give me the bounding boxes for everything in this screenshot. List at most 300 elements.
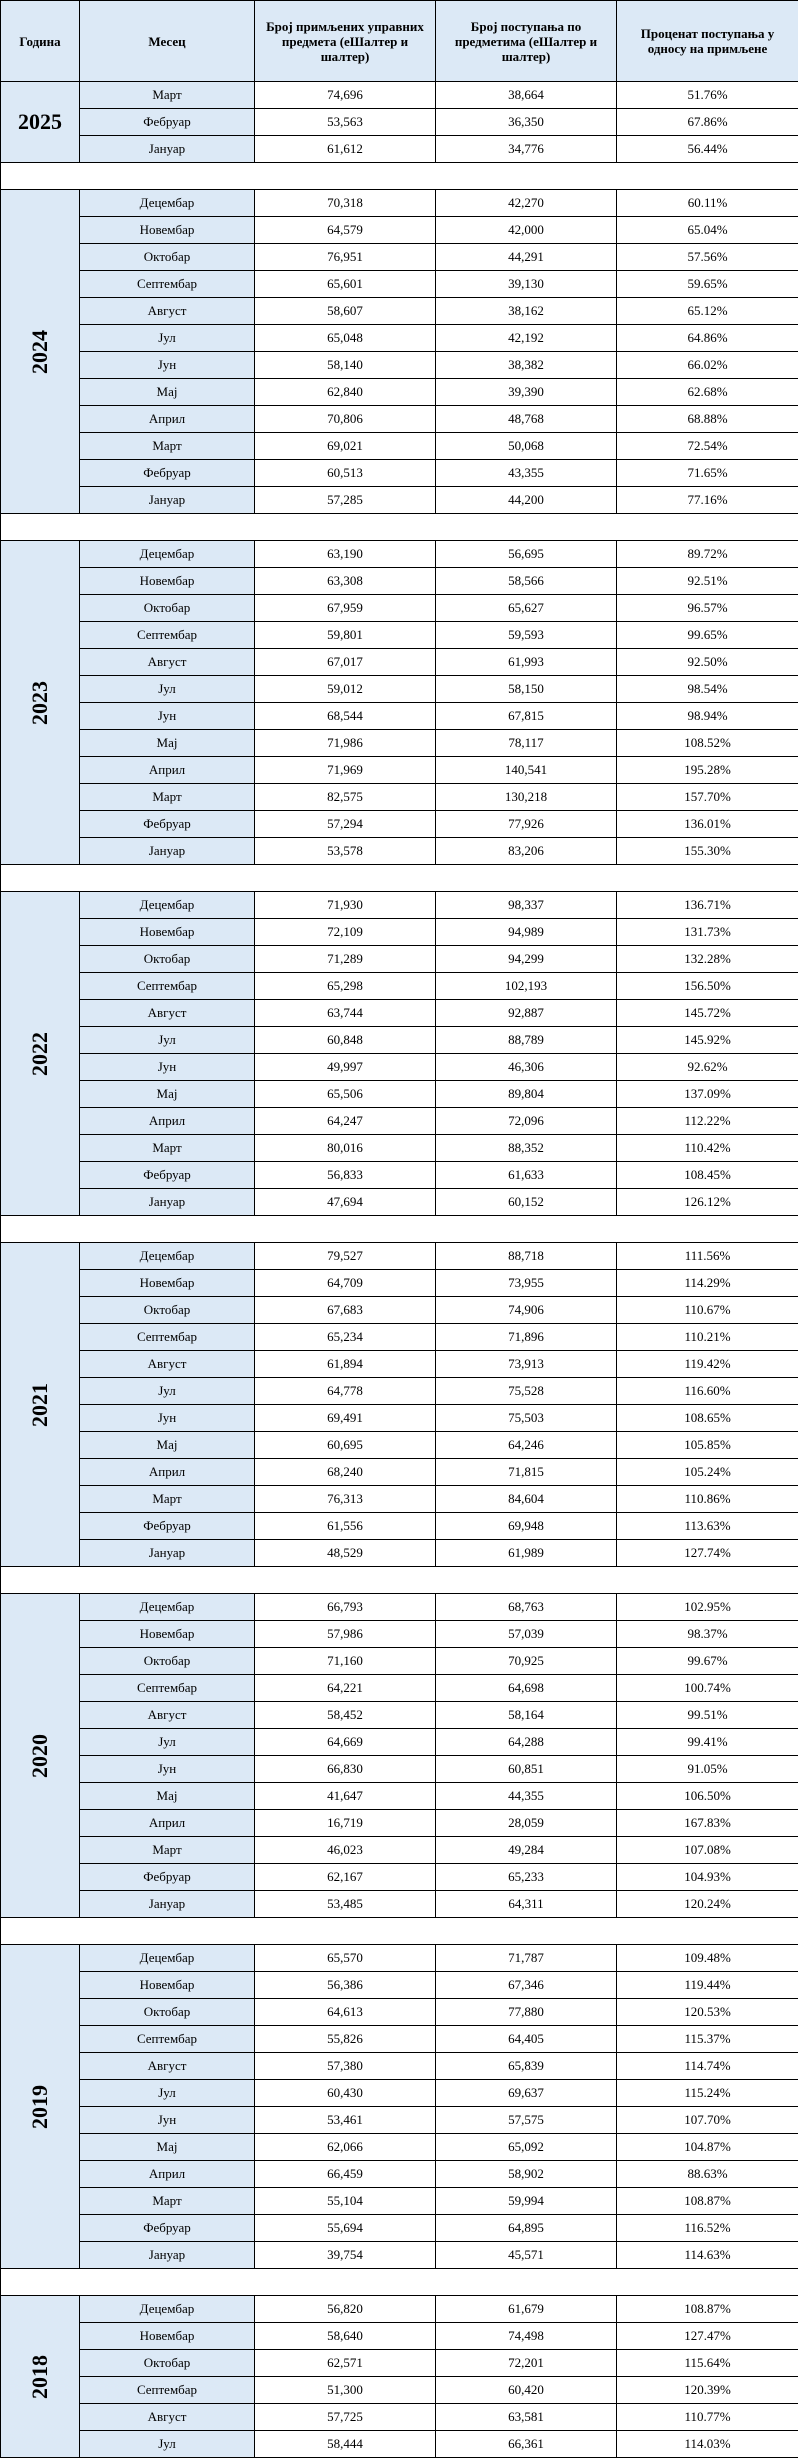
table-row	[1, 1324, 798, 1351]
table-row	[1, 703, 798, 730]
table-row	[1, 1243, 798, 1270]
month-cell: Децембар	[80, 892, 255, 919]
percent-cell: 131.73%	[617, 919, 798, 946]
year-separator	[1, 1567, 798, 1594]
processed-cell: 77,926	[436, 811, 617, 838]
month-cell: Април	[80, 1459, 255, 1486]
percent-cell: 59.65%	[617, 271, 798, 298]
processed-cell: 60,851	[436, 1756, 617, 1783]
table-row	[1, 2053, 798, 2080]
processed-cell: 49,284	[436, 1837, 617, 1864]
table-row	[1, 2431, 798, 2458]
table-row	[1, 109, 798, 136]
received-cell: 67,017	[255, 649, 436, 676]
header-percent: Проценат поступања у односу на примљене	[617, 1, 798, 82]
table-row	[1, 2188, 798, 2215]
processed-cell: 102,193	[436, 973, 617, 1000]
processed-cell: 84,604	[436, 1486, 617, 1513]
month-cell: Октобар	[80, 595, 255, 622]
percent-cell: 136.71%	[617, 892, 798, 919]
processed-cell: 70,925	[436, 1648, 617, 1675]
month-cell: Март	[80, 433, 255, 460]
year-label: 2019	[33, 2085, 47, 2129]
table-row	[1, 325, 798, 352]
received-cell: 46,023	[255, 1837, 436, 1864]
table-row	[1, 2134, 798, 2161]
processed-cell: 71,896	[436, 1324, 617, 1351]
percent-cell: 110.67%	[617, 1297, 798, 1324]
table-row	[1, 730, 798, 757]
received-cell: 41,647	[255, 1783, 436, 1810]
percent-cell: 92.62%	[617, 1054, 798, 1081]
month-cell: Децембар	[80, 2296, 255, 2323]
table-row	[1, 1972, 798, 1999]
received-cell: 67,683	[255, 1297, 436, 1324]
month-cell: Октобар	[80, 946, 255, 973]
processed-cell: 38,664	[436, 82, 617, 109]
percent-cell: 96.57%	[617, 595, 798, 622]
table-row	[1, 892, 798, 919]
table-row	[1, 676, 798, 703]
percent-cell: 114.29%	[617, 1270, 798, 1297]
received-cell: 66,793	[255, 1594, 436, 1621]
table-row	[1, 1675, 798, 1702]
month-cell: Новембар	[80, 568, 255, 595]
percent-cell: 126.12%	[617, 1189, 798, 1216]
processed-cell: 34,776	[436, 136, 617, 163]
table-row	[1, 1405, 798, 1432]
month-cell: Март	[80, 784, 255, 811]
processed-cell: 36,350	[436, 109, 617, 136]
percent-cell: 66.02%	[617, 352, 798, 379]
month-cell: Децембар	[80, 190, 255, 217]
processed-cell: 88,789	[436, 1027, 617, 1054]
percent-cell: 119.44%	[617, 1972, 798, 1999]
table-row	[1, 1270, 798, 1297]
year-cell	[1, 892, 80, 1216]
percent-cell: 99.51%	[617, 1702, 798, 1729]
year-label: 2020	[33, 1734, 47, 1778]
processed-cell: 88,352	[436, 1135, 617, 1162]
percent-cell: 136.01%	[617, 811, 798, 838]
received-cell: 62,840	[255, 379, 436, 406]
year-separator	[1, 163, 798, 190]
processed-cell: 75,503	[436, 1405, 617, 1432]
received-cell: 60,695	[255, 1432, 436, 1459]
month-cell: Мај	[80, 730, 255, 757]
received-cell: 65,298	[255, 973, 436, 1000]
table-row	[1, 811, 798, 838]
month-cell: Јул	[80, 1027, 255, 1054]
table-row	[1, 1837, 798, 1864]
table-row	[1, 1027, 798, 1054]
year-label: 2021	[33, 1383, 47, 1427]
processed-cell: 71,787	[436, 1945, 617, 1972]
processed-cell: 59,994	[436, 2188, 617, 2215]
percent-cell: 89.72%	[617, 541, 798, 568]
header-received: Број примљених управних предмета (еШалтер и шалтер)	[255, 1, 436, 82]
percent-cell: 109.48%	[617, 1945, 798, 1972]
processed-cell: 44,291	[436, 244, 617, 271]
table-row	[1, 2026, 798, 2053]
month-cell: Октобар	[80, 1648, 255, 1675]
percent-cell: 119.42%	[617, 1351, 798, 1378]
received-cell: 58,640	[255, 2323, 436, 2350]
table-row	[1, 433, 798, 460]
received-cell: 82,575	[255, 784, 436, 811]
received-cell: 60,848	[255, 1027, 436, 1054]
percent-cell: 98.54%	[617, 676, 798, 703]
received-cell: 64,778	[255, 1378, 436, 1405]
month-cell: Септембар	[80, 2026, 255, 2053]
month-cell: Новембар	[80, 1270, 255, 1297]
processed-cell: 75,528	[436, 1378, 617, 1405]
received-cell: 48,529	[255, 1540, 436, 1567]
month-cell: Новембар	[80, 217, 255, 244]
year-cell	[1, 1594, 80, 1918]
received-cell: 79,527	[255, 1243, 436, 1270]
table-row	[1, 1189, 798, 1216]
processed-cell: 61,679	[436, 2296, 617, 2323]
processed-cell: 46,306	[436, 1054, 617, 1081]
month-cell: Мај	[80, 1783, 255, 1810]
processed-cell: 61,989	[436, 1540, 617, 1567]
received-cell: 61,612	[255, 136, 436, 163]
month-cell: Јануар	[80, 136, 255, 163]
table-row	[1, 2242, 798, 2269]
received-cell: 53,578	[255, 838, 436, 865]
received-cell: 71,289	[255, 946, 436, 973]
percent-cell: 98.37%	[617, 1621, 798, 1648]
received-cell: 65,570	[255, 1945, 436, 1972]
percent-cell: 115.64%	[617, 2350, 798, 2377]
processed-cell: 64,405	[436, 2026, 617, 2053]
processed-cell: 64,288	[436, 1729, 617, 1756]
processed-cell: 94,299	[436, 946, 617, 973]
table-row	[1, 1297, 798, 1324]
percent-cell: 60.11%	[617, 190, 798, 217]
received-cell: 68,544	[255, 703, 436, 730]
percent-cell: 110.21%	[617, 1324, 798, 1351]
received-cell: 58,452	[255, 1702, 436, 1729]
year-separator	[1, 1216, 798, 1243]
percent-cell: 107.08%	[617, 1837, 798, 1864]
received-cell: 56,833	[255, 1162, 436, 1189]
processed-cell: 67,815	[436, 703, 617, 730]
percent-cell: 88.63%	[617, 2161, 798, 2188]
table-row	[1, 244, 798, 271]
received-cell: 64,579	[255, 217, 436, 244]
percent-cell: 64.86%	[617, 325, 798, 352]
processed-cell: 38,162	[436, 298, 617, 325]
received-cell: 65,601	[255, 271, 436, 298]
processed-cell: 94,989	[436, 919, 617, 946]
month-cell: Мај	[80, 379, 255, 406]
year-cell	[1, 1243, 80, 1567]
percent-cell: 116.52%	[617, 2215, 798, 2242]
received-cell: 65,048	[255, 325, 436, 352]
processed-cell: 39,390	[436, 379, 617, 406]
received-cell: 63,744	[255, 1000, 436, 1027]
processed-cell: 73,955	[436, 1270, 617, 1297]
month-cell: Октобар	[80, 1999, 255, 2026]
processed-cell: 60,152	[436, 1189, 617, 1216]
year-cell	[1, 1945, 80, 2269]
processed-cell: 68,763	[436, 1594, 617, 1621]
month-cell: Март	[80, 82, 255, 109]
month-cell: Фебруар	[80, 1513, 255, 1540]
received-cell: 57,725	[255, 2404, 436, 2431]
month-cell: Децембар	[80, 1243, 255, 1270]
month-cell: Децембар	[80, 1945, 255, 1972]
month-cell: Март	[80, 1837, 255, 1864]
received-cell: 67,959	[255, 595, 436, 622]
table-row	[1, 1513, 798, 1540]
table-row	[1, 82, 798, 109]
received-cell: 64,669	[255, 1729, 436, 1756]
table-row	[1, 568, 798, 595]
table-row	[1, 1540, 798, 1567]
year-label: 2018	[33, 2355, 47, 2399]
received-cell: 59,012	[255, 676, 436, 703]
month-cell: Фебруар	[80, 2215, 255, 2242]
received-cell: 55,104	[255, 2188, 436, 2215]
percent-cell: 65.04%	[617, 217, 798, 244]
percent-cell: 107.70%	[617, 2107, 798, 2134]
month-cell: Март	[80, 1486, 255, 1513]
year-label: 2024	[33, 330, 47, 374]
processed-cell: 64,246	[436, 1432, 617, 1459]
table-row	[1, 1162, 798, 1189]
month-cell: Август	[80, 2404, 255, 2431]
received-cell: 64,709	[255, 1270, 436, 1297]
month-cell: Новембар	[80, 919, 255, 946]
processed-cell: 45,571	[436, 2242, 617, 2269]
table-row	[1, 1108, 798, 1135]
percent-cell: 156.50%	[617, 973, 798, 1000]
month-cell: Април	[80, 1810, 255, 1837]
month-cell: Март	[80, 1135, 255, 1162]
table-row	[1, 1891, 798, 1918]
month-cell: Мај	[80, 1081, 255, 1108]
percent-cell: 116.60%	[617, 1378, 798, 1405]
table-row	[1, 271, 798, 298]
table-row	[1, 1459, 798, 1486]
table-row	[1, 2215, 798, 2242]
percent-cell: 51.76%	[617, 82, 798, 109]
percent-cell: 113.63%	[617, 1513, 798, 1540]
received-cell: 76,951	[255, 244, 436, 271]
percent-cell: 132.28%	[617, 946, 798, 973]
month-cell: Јул	[80, 1729, 255, 1756]
received-cell: 57,294	[255, 811, 436, 838]
processed-cell: 38,382	[436, 352, 617, 379]
percent-cell: 99.41%	[617, 1729, 798, 1756]
table-row	[1, 919, 798, 946]
table-row	[1, 379, 798, 406]
month-cell: Фебруар	[80, 460, 255, 487]
received-cell: 80,016	[255, 1135, 436, 1162]
percent-cell: 104.93%	[617, 1864, 798, 1891]
percent-cell: 108.87%	[617, 2188, 798, 2215]
table-row	[1, 1783, 798, 1810]
received-cell: 70,806	[255, 406, 436, 433]
month-cell: Јануар	[80, 1189, 255, 1216]
received-cell: 51,300	[255, 2377, 436, 2404]
month-cell: Август	[80, 298, 255, 325]
table-row	[1, 784, 798, 811]
table-row	[1, 1594, 798, 1621]
table-row	[1, 1864, 798, 1891]
processed-cell: 65,839	[436, 2053, 617, 2080]
processed-cell: 44,200	[436, 487, 617, 514]
month-cell: Јул	[80, 2080, 255, 2107]
processed-cell: 98,337	[436, 892, 617, 919]
table-row	[1, 1810, 798, 1837]
received-cell: 62,066	[255, 2134, 436, 2161]
received-cell: 56,386	[255, 1972, 436, 1999]
percent-cell: 127.74%	[617, 1540, 798, 1567]
month-cell: Август	[80, 1702, 255, 1729]
table-row	[1, 973, 798, 1000]
processed-cell: 58,566	[436, 568, 617, 595]
year-separator-cell	[1, 1216, 798, 1243]
received-cell: 64,221	[255, 1675, 436, 1702]
table-row	[1, 2161, 798, 2188]
table-row	[1, 298, 798, 325]
received-cell: 69,491	[255, 1405, 436, 1432]
percent-cell: 110.86%	[617, 1486, 798, 1513]
processed-cell: 57,039	[436, 1621, 617, 1648]
table-row	[1, 190, 798, 217]
processed-cell: 65,092	[436, 2134, 617, 2161]
received-cell: 57,285	[255, 487, 436, 514]
month-cell: Август	[80, 649, 255, 676]
month-cell: Септембар	[80, 622, 255, 649]
received-cell: 68,240	[255, 1459, 436, 1486]
percent-cell: 105.24%	[617, 1459, 798, 1486]
processed-cell: 74,498	[436, 2323, 617, 2350]
received-cell: 65,234	[255, 1324, 436, 1351]
percent-cell: 137.09%	[617, 1081, 798, 1108]
percent-cell: 120.39%	[617, 2377, 798, 2404]
month-cell: Април	[80, 1108, 255, 1135]
percent-cell: 110.77%	[617, 2404, 798, 2431]
percent-cell: 112.22%	[617, 1108, 798, 1135]
received-cell: 60,513	[255, 460, 436, 487]
processed-cell: 63,581	[436, 2404, 617, 2431]
percent-cell: 91.05%	[617, 1756, 798, 1783]
percent-cell: 108.52%	[617, 730, 798, 757]
table-row	[1, 541, 798, 568]
percent-cell: 72.54%	[617, 433, 798, 460]
percent-cell: 62.68%	[617, 379, 798, 406]
percent-cell: 104.87%	[617, 2134, 798, 2161]
received-cell: 57,380	[255, 2053, 436, 2080]
month-cell: Април	[80, 757, 255, 784]
month-cell: Јул	[80, 676, 255, 703]
month-cell: Септембар	[80, 2377, 255, 2404]
header-year: Година	[1, 1, 80, 82]
received-cell: 58,444	[255, 2431, 436, 2458]
year-cell	[1, 541, 80, 865]
received-cell: 57,986	[255, 1621, 436, 1648]
table-row	[1, 1351, 798, 1378]
percent-cell: 195.28%	[617, 757, 798, 784]
processed-cell: 48,768	[436, 406, 617, 433]
table-row	[1, 352, 798, 379]
processed-cell: 78,117	[436, 730, 617, 757]
processed-cell: 65,627	[436, 595, 617, 622]
received-cell: 53,563	[255, 109, 436, 136]
table-row	[1, 1135, 798, 1162]
table-row	[1, 1432, 798, 1459]
received-cell: 60,430	[255, 2080, 436, 2107]
processed-cell: 64,698	[436, 1675, 617, 1702]
year-separator-cell	[1, 1567, 798, 1594]
percent-cell: 115.24%	[617, 2080, 798, 2107]
percent-cell: 115.37%	[617, 2026, 798, 2053]
percent-cell: 102.95%	[617, 1594, 798, 1621]
table-body	[1, 82, 798, 2458]
month-cell: Јул	[80, 1378, 255, 1405]
month-cell: Јул	[80, 2431, 255, 2458]
month-cell: Новембар	[80, 1621, 255, 1648]
table-row	[1, 1000, 798, 1027]
header-row	[1, 1, 798, 82]
table-row	[1, 460, 798, 487]
percent-cell: 71.65%	[617, 460, 798, 487]
processed-cell: 74,906	[436, 1297, 617, 1324]
table-row	[1, 1621, 798, 1648]
year-separator-cell	[1, 163, 798, 190]
month-cell: Септембар	[80, 1324, 255, 1351]
percent-cell: 111.56%	[617, 1243, 798, 1270]
processed-cell: 44,355	[436, 1783, 617, 1810]
received-cell: 59,801	[255, 622, 436, 649]
month-cell: Јануар	[80, 838, 255, 865]
percent-cell: 56.44%	[617, 136, 798, 163]
processed-cell: 42,000	[436, 217, 617, 244]
month-cell: Фебруар	[80, 1864, 255, 1891]
processed-cell: 58,902	[436, 2161, 617, 2188]
year-separator	[1, 514, 798, 541]
processed-cell: 59,593	[436, 622, 617, 649]
received-cell: 71,986	[255, 730, 436, 757]
processed-cell: 39,130	[436, 271, 617, 298]
table-row	[1, 595, 798, 622]
percent-cell: 145.72%	[617, 1000, 798, 1027]
month-cell: Јануар	[80, 1540, 255, 1567]
processed-cell: 60,420	[436, 2377, 617, 2404]
table-row	[1, 1729, 798, 1756]
month-cell: Фебруар	[80, 109, 255, 136]
year-separator	[1, 2269, 798, 2296]
received-cell: 39,754	[255, 2242, 436, 2269]
month-cell: Децембар	[80, 1594, 255, 1621]
processed-cell: 61,633	[436, 1162, 617, 1189]
received-cell: 55,694	[255, 2215, 436, 2242]
table-row	[1, 217, 798, 244]
processed-cell: 43,355	[436, 460, 617, 487]
table-row	[1, 1756, 798, 1783]
table-row	[1, 487, 798, 514]
received-cell: 55,826	[255, 2026, 436, 2053]
received-cell: 63,190	[255, 541, 436, 568]
received-cell: 58,607	[255, 298, 436, 325]
processed-cell: 50,068	[436, 433, 617, 460]
month-cell: Октобар	[80, 244, 255, 271]
